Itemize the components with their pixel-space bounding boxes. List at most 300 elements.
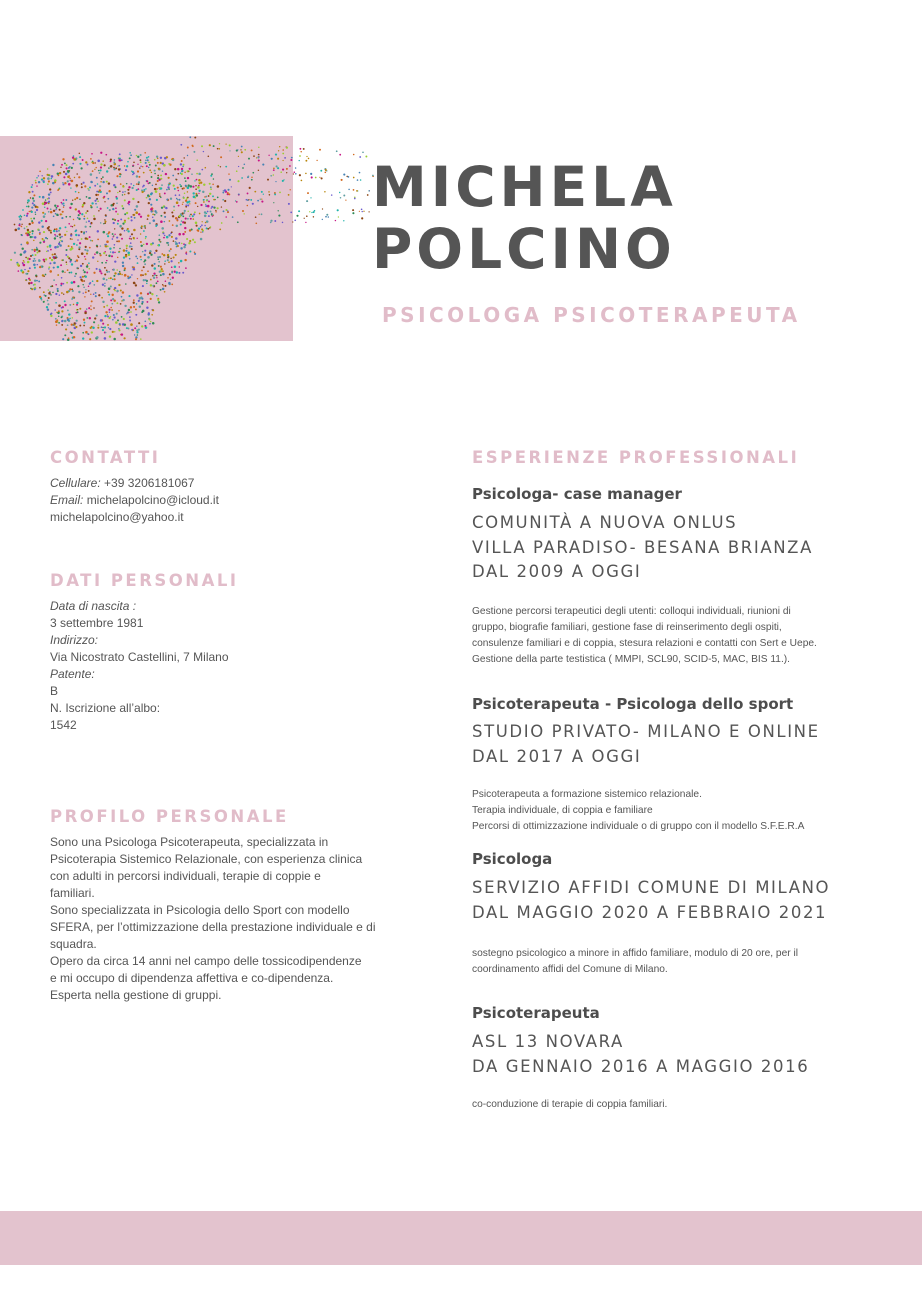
illustration-dot xyxy=(204,225,206,227)
illustration-dot xyxy=(223,210,225,212)
illustration-dot xyxy=(225,216,227,218)
illustration-dot xyxy=(96,198,98,200)
illustration-dot xyxy=(67,180,69,182)
illustration-dot xyxy=(110,307,112,309)
illustration-dot xyxy=(101,272,103,274)
illustration-dot xyxy=(147,256,150,259)
illustration-dot xyxy=(50,211,53,214)
illustration-dot xyxy=(19,218,21,220)
illustration-dot xyxy=(183,157,184,158)
illustration-dot xyxy=(140,256,142,258)
illustration-dot xyxy=(164,212,166,214)
illustration-dot xyxy=(110,204,112,206)
illustration-dot xyxy=(183,187,185,189)
illustration-dot xyxy=(232,216,234,218)
illustration-dot xyxy=(205,222,207,224)
illustration-dot xyxy=(309,211,310,212)
illustration-dot xyxy=(102,160,104,162)
illustration-dot xyxy=(57,236,59,238)
illustration-dot xyxy=(83,269,85,271)
illustration-dot xyxy=(166,199,168,201)
illustration-dot xyxy=(75,273,77,275)
illustration-dot xyxy=(187,177,189,179)
illustration-dot xyxy=(356,190,358,192)
illustration-dot xyxy=(361,217,363,219)
illustration-dot xyxy=(77,285,79,287)
illustration-dot xyxy=(155,211,157,213)
illustration-dot xyxy=(211,173,213,175)
illustration-dot xyxy=(227,189,229,191)
illustration-dot xyxy=(184,231,186,233)
illustration-dot xyxy=(116,290,118,292)
illustration-dot xyxy=(247,205,249,207)
illustration-dot xyxy=(83,231,85,233)
illustration-dot xyxy=(127,161,129,163)
illustration-dot xyxy=(38,280,40,282)
illustration-dot xyxy=(144,263,146,265)
illustration-dot xyxy=(160,197,162,199)
illustration-dot xyxy=(48,268,50,270)
illustration-dot xyxy=(119,153,121,155)
illustration-dot xyxy=(106,181,108,183)
illustration-dot xyxy=(258,147,259,148)
illustration-dot xyxy=(185,185,187,187)
illustration-dot xyxy=(164,260,166,262)
illustration-dot xyxy=(205,196,207,198)
illustration-dot xyxy=(153,277,155,279)
illustration-dot xyxy=(91,240,93,242)
illustration-dot xyxy=(100,319,103,322)
illustration-dot xyxy=(209,144,211,146)
illustration-dot xyxy=(89,317,91,319)
illustration-dot xyxy=(124,337,126,339)
illustration-dot xyxy=(222,199,224,201)
illustration-dot xyxy=(112,238,114,240)
illustration-dot xyxy=(64,320,67,323)
illustration-dot xyxy=(84,216,86,218)
illustration-dot xyxy=(197,186,200,189)
illustration-dot xyxy=(202,191,204,193)
illustration-dot xyxy=(353,154,355,156)
illustration-dot xyxy=(122,191,124,193)
illustration-dot xyxy=(129,258,131,260)
illustration-dot xyxy=(151,172,153,174)
illustration-dot xyxy=(36,251,38,253)
illustration-dot xyxy=(166,156,168,158)
illustration-dot xyxy=(98,170,100,172)
illustration-dot xyxy=(145,236,147,238)
illustration-dot xyxy=(103,278,106,281)
email-secondary: michelapolcino@yahoo.it xyxy=(50,510,184,524)
illustration-dot xyxy=(152,275,154,277)
illustration-dot xyxy=(75,326,77,328)
illustration-dot xyxy=(17,263,20,266)
illustration-dot xyxy=(42,196,45,199)
illustration-dot xyxy=(140,233,142,235)
illustration-dot xyxy=(305,173,307,175)
illustration-dot xyxy=(158,258,160,260)
illustration-dot xyxy=(293,173,294,174)
illustration-dot xyxy=(106,271,108,273)
illustration-dot xyxy=(174,188,176,190)
job-place-line: DA GENNAIO 2016 A MAGGIO 2016 xyxy=(472,1056,810,1076)
illustration-dot xyxy=(84,312,87,315)
illustration-dot xyxy=(136,155,138,157)
illustration-dot xyxy=(274,220,276,222)
illustration-dot xyxy=(295,167,297,169)
illustration-dot xyxy=(192,146,194,148)
illustration-dot xyxy=(44,207,45,208)
illustration-dot xyxy=(103,231,106,234)
illustration-dot xyxy=(88,268,90,270)
illustration-dot xyxy=(168,282,171,285)
illustration-dot xyxy=(110,316,112,318)
illustration-dot xyxy=(208,156,210,158)
illustration-dot xyxy=(131,248,133,250)
illustration-dot xyxy=(92,280,94,282)
illustration-dot xyxy=(130,311,132,313)
illustration-dot xyxy=(128,309,130,311)
illustration-dot xyxy=(277,167,279,169)
illustration-dot xyxy=(241,177,243,179)
illustration-dot xyxy=(82,337,84,339)
illustration-dot xyxy=(129,157,131,159)
illustration-dot xyxy=(144,259,146,261)
illustration-dot xyxy=(198,190,200,192)
illustration-dot xyxy=(101,178,103,180)
illustration-dot xyxy=(145,159,147,161)
illustration-dot xyxy=(78,214,80,216)
illustration-dot xyxy=(22,271,24,273)
illustration-dot xyxy=(53,262,56,265)
illustration-dot xyxy=(64,300,66,302)
illustration-dot xyxy=(150,298,152,300)
illustration-dot xyxy=(201,145,203,147)
illustration-dot xyxy=(296,215,298,217)
job-place-line: SERVIZIO AFFIDI COMUNE DI MILANO xyxy=(472,878,831,897)
illustration-dot xyxy=(102,176,104,178)
illustration-dot xyxy=(66,231,67,232)
illustration-dot xyxy=(130,238,132,240)
illustration-dot xyxy=(142,285,144,287)
illustration-dot xyxy=(132,198,134,200)
illustration-dot xyxy=(59,294,61,296)
illustration-dot xyxy=(144,250,146,252)
illustration-dot xyxy=(78,246,80,248)
illustration-dot xyxy=(122,262,124,264)
illustration-dot xyxy=(149,182,151,184)
illustration-dot xyxy=(135,314,137,316)
illustration-dot xyxy=(67,310,69,312)
illustration-dot xyxy=(196,173,198,175)
illustration-dot xyxy=(164,206,166,208)
illustration-dot xyxy=(23,264,26,267)
illustration-dot xyxy=(75,191,77,193)
illustration-dot xyxy=(151,293,153,295)
illustration-dot xyxy=(109,209,111,211)
illustration-dot xyxy=(100,169,102,171)
illustration-dot xyxy=(54,237,56,239)
illustration-dot xyxy=(282,222,284,224)
illustration-dot xyxy=(148,167,150,169)
illustration-dot xyxy=(196,194,199,197)
illustration-dot xyxy=(144,225,146,227)
illustration-dot xyxy=(213,145,215,147)
illustration-dot xyxy=(27,261,30,264)
illustration-dot xyxy=(128,295,130,297)
illustration-dot xyxy=(42,212,44,214)
illustration-dot xyxy=(159,271,161,273)
job-place xyxy=(472,876,830,925)
contatti-block xyxy=(50,475,380,526)
illustration-dot xyxy=(185,204,187,206)
illustration-dot xyxy=(177,187,179,189)
illustration-dot xyxy=(166,236,169,239)
illustration-dot xyxy=(66,261,68,263)
illustration-dot xyxy=(47,300,49,302)
illustration-dot xyxy=(106,240,109,243)
illustration-dot xyxy=(83,280,85,282)
illustration-dot xyxy=(194,253,196,255)
illustration-dot xyxy=(95,292,97,294)
illustration-dot xyxy=(110,286,112,288)
illustration-dot xyxy=(34,280,36,282)
illustration-dot xyxy=(250,199,252,201)
job-desc-line: Terapia individuale, di coppia e familiare xyxy=(472,805,653,816)
illustration-dot xyxy=(238,166,239,167)
illustration-dot xyxy=(62,320,64,322)
illustration-dot xyxy=(290,189,291,190)
illustration-dot xyxy=(89,197,91,199)
illustration-dot xyxy=(278,210,279,211)
illustration-dot xyxy=(71,288,73,290)
illustration-dot xyxy=(170,258,172,260)
illustration-dot xyxy=(51,178,53,180)
illustration-dot xyxy=(63,283,65,285)
illustration-dot xyxy=(49,262,51,264)
illustration-dot xyxy=(119,233,121,235)
illustration-dot xyxy=(123,249,126,252)
illustration-dot xyxy=(85,161,87,163)
illustration-dot xyxy=(48,289,50,291)
illustration-dot xyxy=(168,261,170,263)
illustration-dot xyxy=(151,314,153,316)
illustration-dot xyxy=(158,168,160,170)
illustration-dot xyxy=(133,161,135,163)
job-place-line: COMUNITÀ A NUOVA ONLUS xyxy=(472,513,738,532)
phone-line xyxy=(50,475,380,492)
illustration-dot xyxy=(339,192,340,193)
illustration-dot xyxy=(108,255,110,257)
illustration-dot xyxy=(36,209,38,211)
illustration-dot xyxy=(35,180,37,182)
illustration-dot xyxy=(124,230,126,232)
illustration-dot xyxy=(68,223,70,225)
illustration-dot xyxy=(128,201,130,203)
illustration-dot xyxy=(122,265,124,267)
illustration-dot xyxy=(108,190,110,192)
illustration-dot xyxy=(86,265,88,267)
illustration-dot xyxy=(129,152,131,154)
illustration-dot xyxy=(61,202,63,204)
illustration-dot xyxy=(138,328,140,330)
illustration-dot xyxy=(101,297,103,299)
illustration-dot xyxy=(186,253,187,254)
illustration-dot xyxy=(38,221,40,223)
illustration-dot xyxy=(114,244,116,246)
illustration-dot xyxy=(89,236,91,238)
illustration-dot xyxy=(108,182,110,184)
illustration-dot xyxy=(62,183,64,185)
illustration-dot xyxy=(71,180,74,183)
illustration-dot xyxy=(102,329,104,331)
illustration-dot xyxy=(257,200,259,202)
illustration-dot xyxy=(87,164,89,166)
illustration-dot xyxy=(81,213,83,215)
illustration-dot xyxy=(44,213,46,215)
illustration-dot xyxy=(100,222,102,224)
illustration-dot xyxy=(46,251,48,253)
job-desc-line: co-conduzione di terapie di coppia familiari. xyxy=(472,1099,668,1110)
illustration-dot xyxy=(87,218,89,220)
illustration-dot xyxy=(194,137,196,139)
illustration-dot xyxy=(184,222,186,224)
illustration-dot xyxy=(201,228,203,230)
illustration-dot xyxy=(91,222,93,224)
illustration-dot xyxy=(49,270,52,273)
name-last: POLCINO xyxy=(372,217,676,281)
illustration-dot xyxy=(82,159,84,161)
illustration-dot xyxy=(108,271,109,272)
illustration-dot xyxy=(110,165,113,168)
illustration-dot xyxy=(129,238,131,240)
illustration-dot xyxy=(78,234,80,236)
illustration-dot xyxy=(157,162,159,164)
illustration-dot xyxy=(116,175,118,177)
illustration-dot xyxy=(130,306,132,308)
address-value: Via Nicostrato Castellini, 7 Milano xyxy=(50,650,229,664)
illustration-dot xyxy=(41,299,43,301)
illustration-dot xyxy=(70,331,72,333)
illustration-dot xyxy=(134,334,135,335)
illustration-dot xyxy=(43,177,45,179)
esperienze-heading: ESPERIENZE PROFESSIONALI xyxy=(472,448,800,467)
illustration-dot xyxy=(62,270,64,272)
illustration-dot xyxy=(114,252,116,254)
illustration-dot xyxy=(155,184,157,186)
illustration-dot xyxy=(54,253,56,255)
illustration-dot xyxy=(163,232,165,234)
illustration-dot xyxy=(57,266,60,269)
illustration-dot xyxy=(102,301,104,303)
illustration-dot xyxy=(180,260,183,263)
illustration-dot xyxy=(158,234,160,236)
illustration-dot xyxy=(62,182,64,184)
illustration-dot xyxy=(180,185,182,187)
illustration-dot xyxy=(79,212,81,214)
illustration-dot xyxy=(28,258,30,260)
illustration-dot xyxy=(124,221,126,223)
illustration-dot xyxy=(113,222,115,224)
illustration-dot xyxy=(178,190,180,192)
illustration-dot xyxy=(174,271,176,273)
illustration-dot xyxy=(179,215,181,217)
illustration-dot xyxy=(122,291,125,294)
illustration-dot xyxy=(46,306,48,308)
illustration-dot xyxy=(149,252,151,254)
illustration-dot xyxy=(314,210,316,212)
illustration-dot xyxy=(193,151,195,153)
illustration-dot xyxy=(112,251,114,253)
illustration-dot xyxy=(96,314,98,316)
illustration-dot xyxy=(59,172,61,174)
illustration-dot xyxy=(109,311,110,312)
illustration-dot xyxy=(275,154,277,156)
illustration-dot xyxy=(196,225,198,227)
illustration-dot xyxy=(104,283,105,284)
illustration-dot xyxy=(103,196,105,198)
illustration-dot xyxy=(146,165,148,167)
job-place-line: VILLA PARADISO- BESANA BRIANZA xyxy=(472,537,813,557)
illustration-dot xyxy=(73,336,75,338)
illustration-dot xyxy=(153,272,155,274)
illustration-dot xyxy=(70,234,72,236)
illustration-dot xyxy=(139,159,141,161)
illustration-dot xyxy=(340,197,342,199)
illustration-dot xyxy=(92,170,94,172)
illustration-dot xyxy=(175,254,177,256)
illustration-dot xyxy=(173,206,175,208)
illustration-dot xyxy=(173,210,174,211)
illustration-dot xyxy=(157,280,159,282)
illustration-dot xyxy=(343,220,344,221)
illustration-dot xyxy=(124,267,126,269)
illustration-dot xyxy=(39,287,41,289)
illustration-dot xyxy=(93,293,95,295)
illustration-dot xyxy=(331,194,332,195)
illustration-dot xyxy=(183,246,185,248)
illustration-dot xyxy=(30,236,32,238)
illustration-dot xyxy=(224,189,226,191)
illustration-dot xyxy=(81,252,84,255)
illustration-dot xyxy=(47,208,49,210)
illustration-dot xyxy=(195,202,197,204)
illustration-dot xyxy=(79,153,80,154)
illustration-dot xyxy=(94,169,95,170)
illustration-dot xyxy=(143,266,145,268)
illustration-dot xyxy=(82,284,83,285)
illustration-dot xyxy=(21,224,22,225)
illustration-dot xyxy=(205,205,207,207)
illustration-dot xyxy=(119,225,122,228)
illustration-dot xyxy=(120,174,122,176)
illustration-dot xyxy=(178,262,180,264)
illustration-dot xyxy=(124,199,126,201)
illustration-dot xyxy=(326,214,328,216)
illustration-dot xyxy=(113,168,115,170)
phone-value: +39 3206181067 xyxy=(104,476,195,490)
illustration-dot xyxy=(146,243,148,245)
illustration-dot xyxy=(83,325,85,327)
illustration-dot xyxy=(171,212,173,214)
illustration-dot xyxy=(164,263,165,264)
illustration-dot xyxy=(47,174,49,176)
illustration-dot xyxy=(129,245,131,247)
illustration-dot xyxy=(187,204,189,206)
illustration-dot xyxy=(131,246,133,248)
illustration-dot xyxy=(23,251,26,254)
illustration-dot xyxy=(117,273,119,275)
